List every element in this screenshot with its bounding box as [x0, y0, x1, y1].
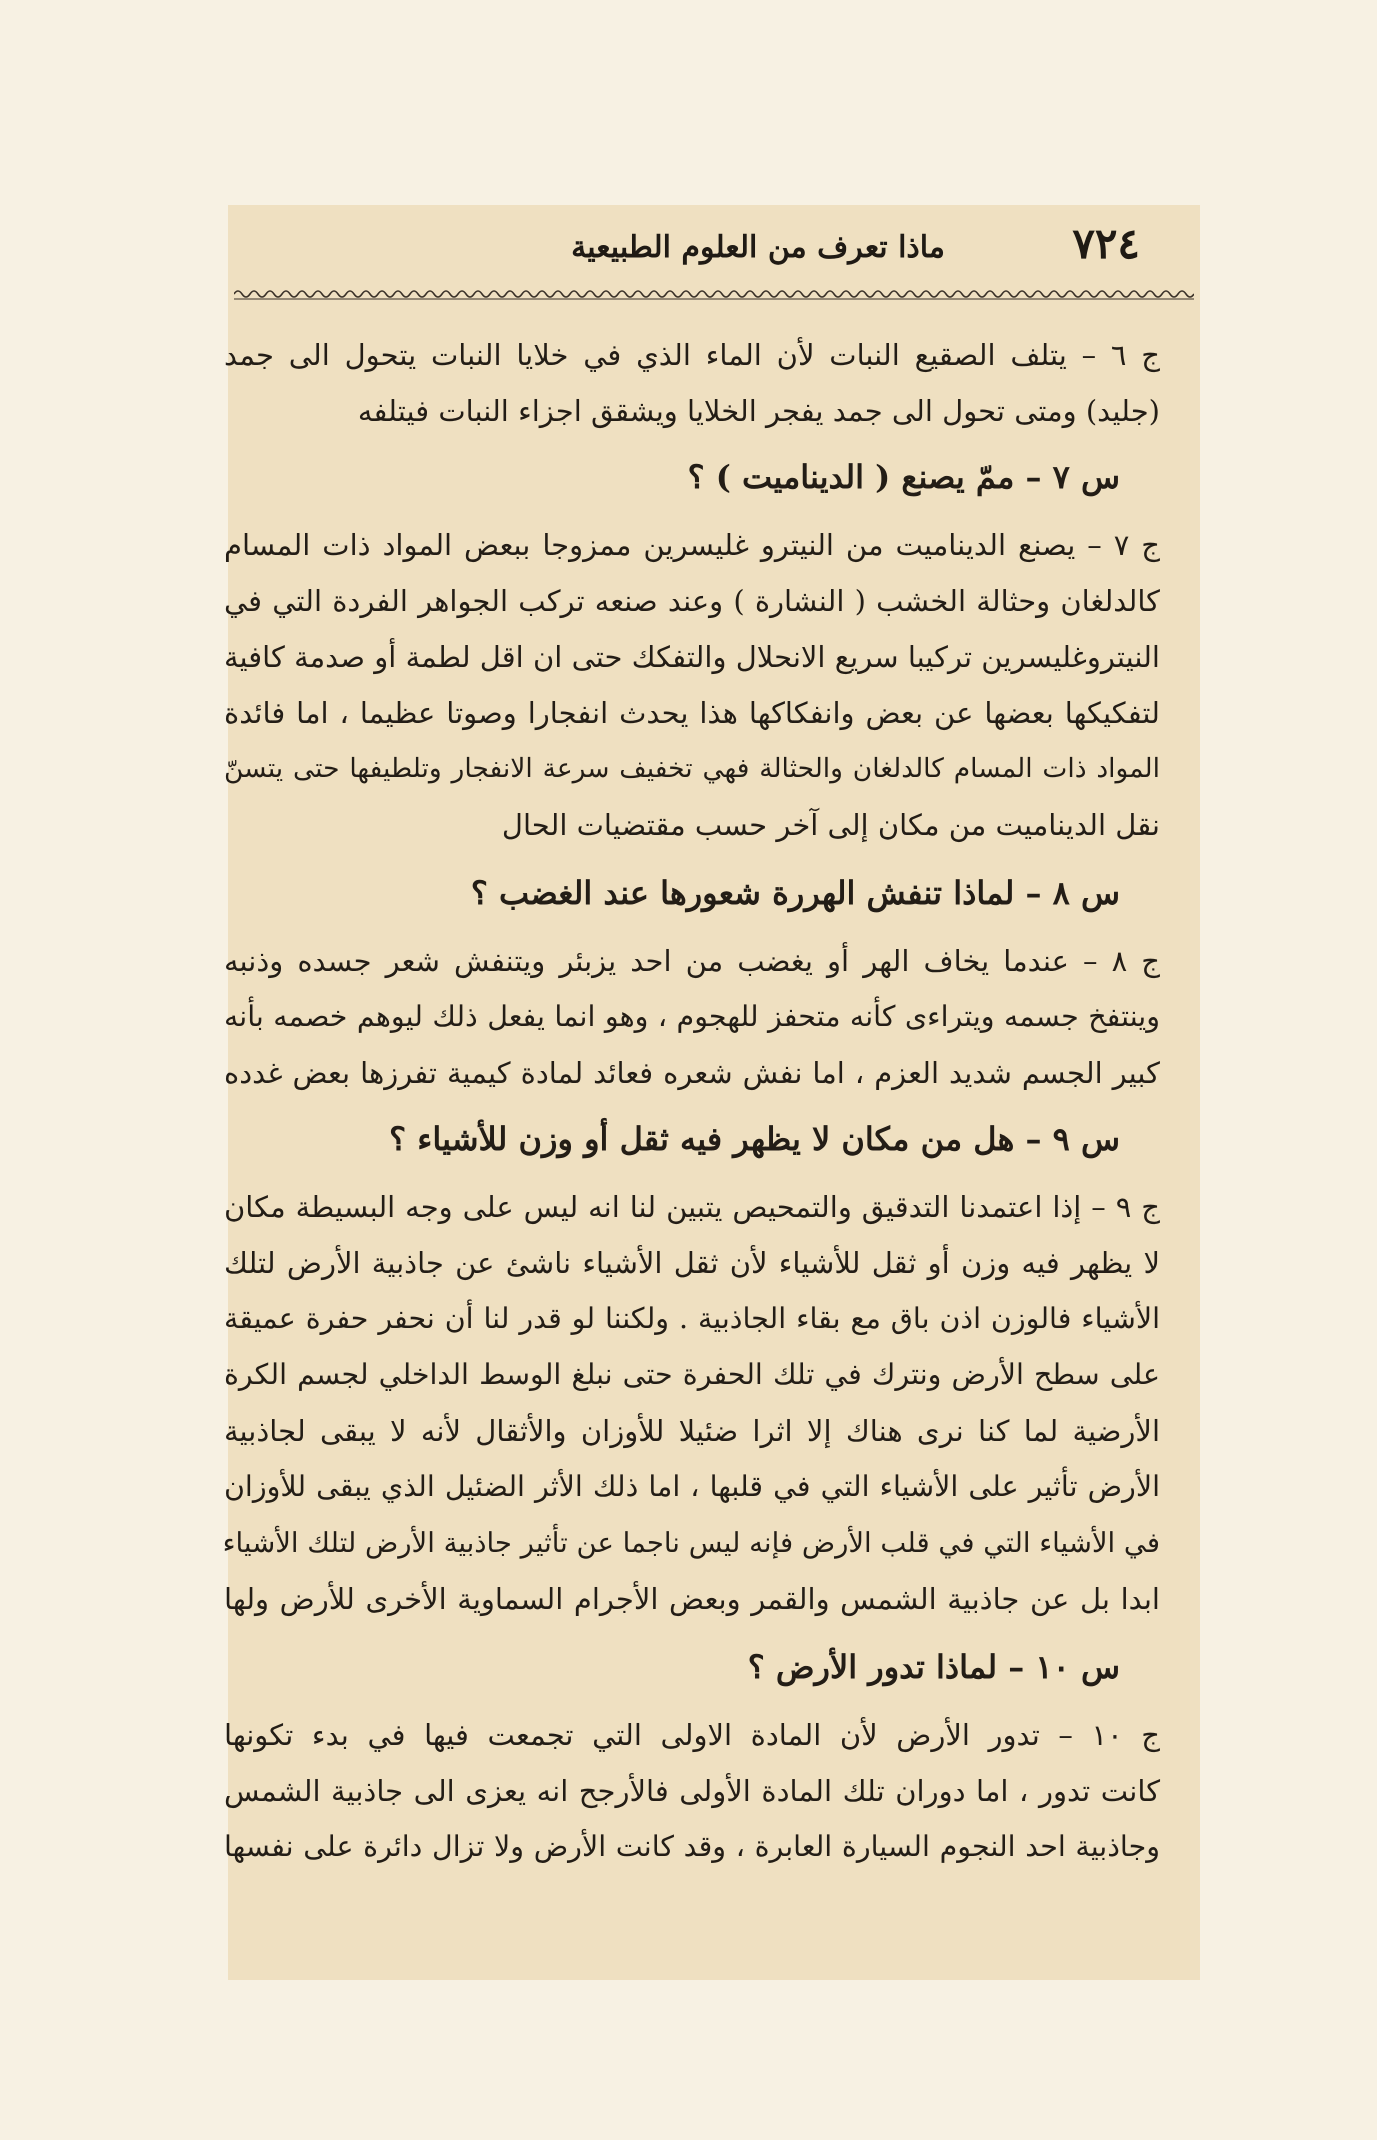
question-9: س ٩ – هل من مكان لا يظهر فيه ثقل أو وزن للأشياء ؟ [389, 1120, 1120, 1158]
answer-9-line-1: ج ٩ – إذا اعتمدنا التدقيق والتمحيص يتبين لنا انه ليس على وجه البسيطة مكان [224, 1190, 1160, 1224]
header-rule [234, 287, 1194, 301]
answer-7-line-6: نقل الديناميت من مكان إلى آخر حسب مقتضيات الحال [501, 808, 1160, 842]
question-10: س ١٠ – لماذا تدور الأرض ؟ [747, 1648, 1120, 1686]
running-title: ماذا تعرف من العلوم الطبيعية [571, 230, 945, 265]
answer-7-line-5: المواد ذات المسام كالدلغان والحثالة فهي تخفيف سرعة الانفجار وتلطيفها حتى يتسنّ [224, 753, 1160, 784]
answer-10-line-3: وجاذبية احد النجوم السيارة العابرة ، وقد كانت الأرض ولا تزال دائرة على نفسها [224, 1830, 1160, 1863]
answer-9-line-6: الأرض تأثير على الأشياء التي في قلبها ، اما ذلك الأثر الضئيل الذي يبقى للأوزان [224, 1470, 1160, 1503]
page-header [228, 205, 1200, 305]
answer-10-line-1: ج ١٠ – تدور الأرض لأن المادة الاولى التي تجمعت فيها في بدء تكونها [224, 1718, 1160, 1752]
scanned-page [222, 205, 1200, 1980]
answer-7-line-2: كالدلغان وحثالة الخشب ( النشارة ) وعند صنعه تركب الجواهر الفردة التي في [224, 584, 1160, 618]
answer-8-line-2: وينتفخ جسمه ويتراءى كأنه متحفز للهجوم ، وهو انما يفعل ذلك ليوهم خصمه بأنه [224, 1000, 1160, 1033]
answer-7-line-1: ج ٧ – يصنع الديناميت من النيترو غليسرين ممزوجا ببعض المواد ذات المسام [224, 528, 1160, 562]
answer-10-line-2: كانت تدور ، اما دوران تلك المادة الأولى فالأرجح انه يعزى الى جاذبية الشمس [224, 1774, 1160, 1808]
question-8: س ٨ – لماذا تنفش الهررة شعورها عند الغضب ؟ [470, 874, 1120, 912]
answer-7-line-4: لتفكيكها بعضها عن بعض وانفكاكها هذا يحدث انفجارا وصوتا عظيما ، اما فائدة [224, 696, 1160, 730]
question-7: س ٧ – ممّ يصنع ( الديناميت ) ؟ [687, 458, 1120, 496]
answer-9-line-3: الأشياء فالوزن اذن باق مع بقاء الجاذبية . ولكننا لو قدر لنا أن نحفر حفرة عميقة [224, 1302, 1160, 1335]
answer-9-line-7: في الأشياء التي في قلب الأرض فإنه ليس ناجما عن تأثير جاذبية الأرض لتلك الأشياء [222, 1527, 1160, 1559]
answer-6-line-2: (جليد) ومتى تحول الى جمد يفجر الخلايا ويشقق اجزاء النبات فيتلفه [357, 394, 1160, 428]
answer-9-line-8: ابدا بل عن جاذبية الشمس والقمر وبعض الأجرام السماوية الأخرى للأرض ولها [224, 1582, 1160, 1616]
answer-9-line-2: لا يظهر فيه وزن أو ثقل للأشياء لأن ثقل الأشياء ناشئ عن جاذبية الأرض لتلك [224, 1246, 1160, 1280]
answer-7-line-3: النيتروغليسرين تركيبا سريع الانحلال والتفكك حتى ان اقل لطمة أو صدمة كافية [224, 640, 1160, 674]
answer-8-line-1: ج ٨ – عندما يخاف الهر أو يغضب من احد يزبئر ويتنفش شعر جسده وذنبه [224, 944, 1160, 978]
page-number: ٧٢٤ [1072, 219, 1140, 268]
answer-6-line-1: ج ٦ – يتلف الصقيع النبات لأن الماء الذي في خلايا النبات يتحول الى جمد [224, 338, 1160, 372]
answer-8-line-3: كبير الجسم شديد العزم ، اما نفش شعره فعائد لمادة كيمية تفرزها بعض غدده [224, 1056, 1160, 1090]
answer-9-line-5: الأرضية لما كنا نرى هناك إلا اثرا ضئيلا للأوزان والأثقال لأنه لا يبقى لجاذبية [224, 1414, 1160, 1448]
answer-9-line-4: على سطح الأرض ونترك في تلك الحفرة حتى نبلغ الوسط الداخلي لجسم الكرة [224, 1358, 1160, 1391]
